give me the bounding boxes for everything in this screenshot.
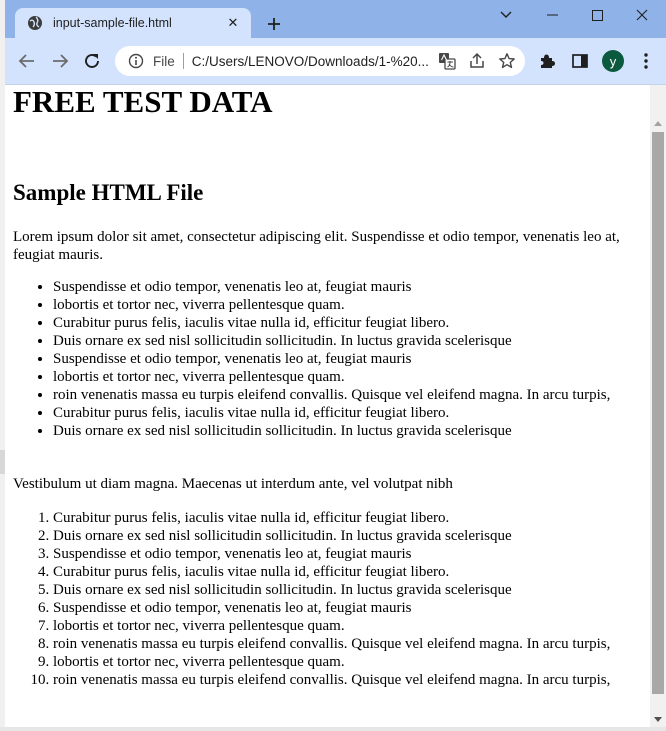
new-tab-button[interactable]	[263, 13, 285, 35]
address-bar[interactable]	[115, 46, 525, 76]
puzzle-icon[interactable]	[535, 49, 559, 73]
second-paragraph: Vestibulum ut diam magna. Maecenas ut interdum ante, vel volutpat nibh	[13, 476, 453, 492]
info-icon[interactable]	[127, 52, 145, 70]
list-item: 10. roin venenatis massa eu turpis eleifend convallis. Quisque vel eleifend magna. In arcu turpis,	[53, 671, 643, 689]
address-separator	[183, 53, 184, 69]
bullet-list	[13, 278, 643, 440]
list-item: 6. Suspendisse et odio tempor, venenatis leo at, feugiat mauris	[53, 599, 643, 617]
chevron-down-icon[interactable]	[483, 0, 529, 30]
list-item: • lobortis et tortor nec, viverra pellentesque quam.	[53, 368, 643, 386]
list-item: • Suspendisse et odio tempor, venenatis leo at, feugiat mauris	[53, 350, 643, 368]
list-item: 2. Duis ornare ex sed nisl sollicitudin sollicitudin. In luctus gravida scelerisque	[53, 527, 643, 545]
arrow-right-icon[interactable]	[48, 49, 72, 73]
list-item: 7. lobortis et tortor nec, viverra pellentesque quam.	[53, 617, 643, 635]
tab-title: input-sample-file.html	[53, 16, 172, 30]
list-item: • roin venenatis massa eu turpis eleifend convallis. Quisque vel eleifend magna. In arcu turpis,	[53, 386, 643, 404]
scrollbar-thumb[interactable]	[652, 132, 664, 694]
tab-strip	[5, 0, 666, 38]
scroll-up-arrow-icon[interactable]	[650, 115, 666, 131]
vertical-scrollbar[interactable]	[650, 85, 666, 727]
maximize-icon[interactable]	[574, 0, 620, 30]
list-item: • Duis ornare ex sed nisl sollicitudin sollicitudin. In luctus gravida scelerisque	[53, 332, 643, 350]
page-viewport	[5, 85, 650, 727]
close-window-icon[interactable]	[619, 0, 665, 30]
desktop-background-bottom	[0, 727, 666, 731]
page-content	[13, 85, 643, 688]
arrow-left-icon[interactable]	[15, 49, 39, 73]
list-item: • Curabitur purus felis, iaculis vitae nulla id, efficitur feugiat libero.	[53, 404, 643, 422]
scroll-down-arrow-icon[interactable]	[650, 711, 666, 727]
avatar[interactable]: y	[602, 50, 624, 72]
section-heading: Sample HTML File	[13, 180, 204, 205]
list-item: 8. roin venenatis massa eu turpis eleifend convallis. Quisque vel eleifend magna. In arcu turpis,	[53, 635, 643, 653]
tab-active[interactable]	[15, 8, 251, 38]
list-item: • Suspendisse et odio tempor, venenatis leo at, feugiat mauris	[53, 278, 643, 296]
reload-icon[interactable]	[80, 49, 104, 73]
url-text[interactable]: C:/Users/LENOVO/Downloads/1-%20...	[191, 53, 429, 69]
list-item: • Duis ornare ex sed nisl sollicitudin sollicitudin. In luctus gravida scelerisque	[53, 422, 643, 440]
list-item: • Curabitur purus felis, iaculis vitae nulla id, efficitur feugiat libero.	[53, 314, 643, 332]
browser-toolbar	[5, 38, 666, 85]
translate-icon[interactable]	[435, 49, 459, 73]
list-item: • lobortis et tortor nec, viverra pellentesque quam.	[53, 296, 643, 314]
list-item: 3. Suspendisse et odio tempor, venenatis leo at, feugiat mauris	[53, 545, 643, 563]
intro-paragraph: Lorem ipsum dolor sit amet, consectetur adipiscing elit. Suspendisse et odio tempor, venenatis leo at, feugiat mauris.	[13, 229, 620, 263]
list-item: 4. Curabitur purus felis, iaculis vitae nulla id, efficitur feugiat libero.	[53, 563, 643, 581]
url-scheme-label: File	[153, 53, 175, 69]
list-item: 9. lobortis et tortor nec, viverra pellentesque quam.	[53, 653, 643, 671]
list-item: 5. Duis ornare ex sed nisl sollicitudin sollicitudin. In luctus gravida scelerisque	[53, 581, 643, 599]
close-icon[interactable]: ✕	[227, 15, 239, 30]
star-icon[interactable]	[495, 49, 519, 73]
share-icon[interactable]	[465, 49, 489, 73]
kebab-menu-icon[interactable]	[634, 49, 658, 73]
list-item: 1. Curabitur purus felis, iaculis vitae nulla id, efficitur feugiat libero.	[53, 509, 643, 527]
page-title: FREE TEST DATA	[13, 85, 273, 119]
browser-window	[5, 0, 666, 727]
minimize-icon[interactable]	[529, 0, 575, 30]
numbered-list	[13, 509, 643, 689]
globe-icon	[27, 15, 43, 31]
side-panel-icon[interactable]	[568, 49, 592, 73]
